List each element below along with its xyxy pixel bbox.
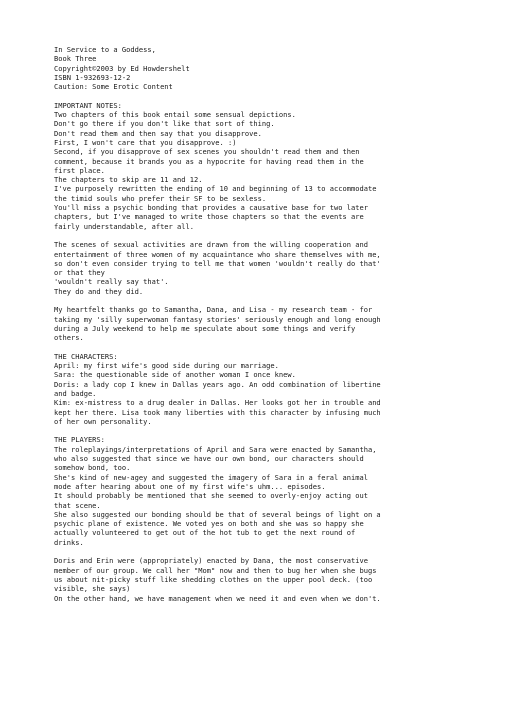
text-line: 'wouldn't really say that'. bbox=[54, 277, 169, 287]
text-line: Doris: a lady cop I knew in Dallas years ago. An odd combination of libertine bbox=[54, 379, 381, 389]
text-line: us about nit-picky stuff like shedding clothes on the upper pool deck. (too bbox=[54, 574, 373, 584]
text-line: Caution: Some Erotic Content bbox=[54, 82, 173, 92]
text-line: or that they bbox=[54, 268, 105, 278]
players-section bbox=[54, 435, 506, 547]
spacer bbox=[54, 231, 506, 240]
text-line: psychic plane of existence. We voted yes on both and she was so happy she bbox=[54, 519, 364, 529]
thanks-paragraph bbox=[54, 305, 506, 342]
text-line: comment, because it brands you as a hypocrite for having read them in the bbox=[54, 156, 364, 166]
text-line: kept her there. Lisa took many liberties with this character by infusing much bbox=[54, 407, 381, 417]
text-line: so don't even consider trying to tell me that women 'wouldn't really do that' bbox=[54, 258, 381, 268]
spacer bbox=[54, 343, 506, 352]
text-line: Doris and Erin were (appropriately) enacted by Dana, the most conservative bbox=[54, 556, 368, 566]
text-line: ISBN 1-932693-12-2 bbox=[54, 72, 131, 82]
text-line: entertainment of three women of my acquaintance who share themselves with me, bbox=[54, 249, 381, 259]
text-line: IMPORTANT NOTES: bbox=[54, 100, 122, 110]
text-line: of her own personality. bbox=[54, 416, 152, 426]
text-line: the timid souls who prefer their SF to be sexless. bbox=[54, 193, 267, 203]
text-line: Copyright©2003 by Ed Howdershelt bbox=[54, 63, 190, 73]
text-line: They do and they did. bbox=[54, 286, 144, 296]
text-line: On the other hand, we have management when we need it and even when we don't. bbox=[54, 593, 381, 603]
text-line: fairly understandable, after all. bbox=[54, 221, 195, 231]
spacer bbox=[54, 91, 506, 100]
text-line: The scenes of sexual activities are drawn from the willing cooperation and bbox=[54, 240, 368, 250]
scenes-paragraph bbox=[54, 240, 506, 296]
text-line: April: my first wife's good side during our marriage. bbox=[54, 361, 279, 371]
text-line: who also suggested that since we have our own bond, our characters should bbox=[54, 454, 364, 464]
text-line: In Service to a Goddess, bbox=[54, 45, 156, 54]
text-line: Don't go there if you don't like that sort of thing. bbox=[54, 119, 275, 129]
text-line: Book Three bbox=[54, 54, 97, 64]
document-page bbox=[54, 45, 506, 603]
text-line: mode after hearing about one of my first wife's uhm... episodes. bbox=[54, 481, 326, 491]
text-line: member of our group. We call her "Mom" now and then to bug her when she bugs bbox=[54, 565, 377, 575]
text-line: Two chapters of this book entail some sensual depictions. bbox=[54, 110, 296, 120]
text-line: THE PLAYERS: bbox=[54, 435, 105, 445]
text-line: First, I won't care that you disapprove. :) bbox=[54, 137, 237, 147]
text-line: The roleplayings/interpretations of April and Sara were enacted by Samantha, bbox=[54, 444, 377, 454]
important-notes bbox=[54, 101, 506, 231]
text-line: She also suggested our bonding should be that of several beings of light on a bbox=[54, 509, 381, 519]
text-line: It should probably be mentioned that she seemed to overly-enjoy acting out bbox=[54, 491, 368, 501]
text-line: drinks. bbox=[54, 537, 84, 547]
spacer bbox=[54, 426, 506, 435]
characters-section bbox=[54, 352, 506, 426]
doris-erin-paragraph bbox=[54, 556, 506, 602]
text-line: Sara: the questionable side of another woman I once knew. bbox=[54, 370, 296, 380]
text-line: My heartfelt thanks go to Samantha, Dana, and Lisa - my research team - for bbox=[54, 305, 373, 315]
text-line: and badge. bbox=[54, 388, 97, 398]
text-line: You'll miss a psychic bonding that provides a causative base for two later bbox=[54, 203, 368, 213]
text-line: that scene. bbox=[54, 500, 101, 510]
text-line: chapters, but I've managed to write those chapters so that the events are bbox=[54, 212, 364, 222]
text-line: Second, if you disapprove of sex scenes you shouldn't read them and then bbox=[54, 147, 360, 157]
spacer bbox=[54, 296, 506, 305]
text-line: The chapters to skip are 11 and 12. bbox=[54, 175, 203, 185]
spacer bbox=[54, 547, 506, 556]
text-line: visible, she says) bbox=[54, 584, 131, 594]
text-line: Don't read them and then say that you disapprove. bbox=[54, 128, 262, 138]
book-header bbox=[54, 45, 506, 91]
text-line: first place. bbox=[54, 165, 105, 175]
text-line: taking my 'silly superwoman fantasy stories' seriously enough and long enough bbox=[54, 314, 381, 324]
text-line: somehow bond, too. bbox=[54, 463, 131, 473]
text-line: I've purposely rewritten the ending of 10 and beginning of 13 to accommodate bbox=[54, 184, 377, 194]
text-line: Kim: ex-mistress to a drug dealer in Dallas. Her looks got her in trouble and bbox=[54, 398, 381, 408]
text-line: actually volunteered to get out of the hot tub to get the next round of bbox=[54, 528, 356, 538]
text-line: during a July weekend to help me speculate about some things and verify bbox=[54, 323, 356, 333]
text-line: She's kind of new-agey and suggested the imagery of Sara in a feral animal bbox=[54, 472, 368, 482]
text-line: THE CHARACTERS: bbox=[54, 351, 118, 361]
text-line: others. bbox=[54, 333, 84, 343]
